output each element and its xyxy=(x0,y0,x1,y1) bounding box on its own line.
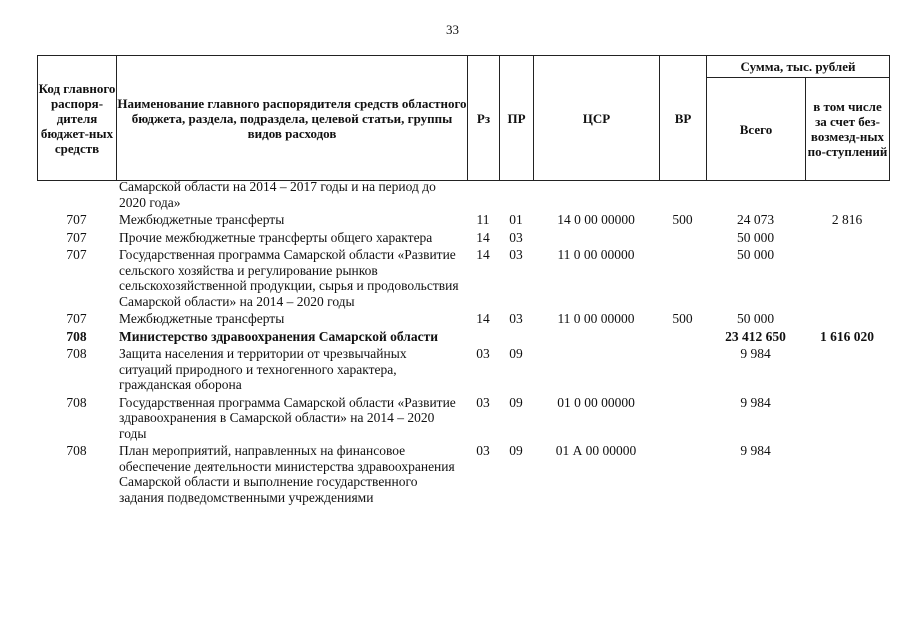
cell-code: 707 xyxy=(66,229,87,245)
cell-csr xyxy=(533,230,659,248)
table-row xyxy=(37,395,889,444)
table-row xyxy=(37,247,889,311)
table-header xyxy=(37,55,890,181)
cell-total: 50 000 xyxy=(736,247,775,262)
cell-code xyxy=(37,179,116,212)
table-row xyxy=(37,329,889,347)
cell-incl: 2 816 xyxy=(831,212,863,227)
cell-code: 707 xyxy=(66,212,87,227)
cell-csr: 14 0 00 00000 xyxy=(557,212,635,227)
cell-pr: 03 xyxy=(509,311,523,326)
cell-rz: 03 xyxy=(476,443,490,458)
header-incl: в том числе за счет без-возмезд-ных по-ступлений xyxy=(806,78,890,181)
cell-rz xyxy=(467,179,499,212)
cell-incl xyxy=(805,247,889,311)
header-code: Код главного распоря-дителя бюджет-ных средств xyxy=(38,56,117,181)
header-sum: Сумма, тыс. рублей xyxy=(707,56,890,78)
cell-code: 707 xyxy=(66,311,87,326)
table-row xyxy=(37,443,889,507)
header-name: Наименование главного распорядителя средств областного бюджета, раздела, подраздела, целевой статьи, группы видов расходов xyxy=(117,56,468,181)
cell-vr xyxy=(659,443,706,507)
cell-rz: 03 xyxy=(476,394,490,410)
cell-csr xyxy=(533,346,659,395)
cell-csr: 11 0 00 00000 xyxy=(557,311,635,326)
cell-code: 707 xyxy=(66,247,87,262)
cell-incl xyxy=(805,395,889,444)
cell-total: 23 412 650 xyxy=(725,328,786,344)
cell-code: 708 xyxy=(66,443,87,458)
cell-vr xyxy=(659,346,706,395)
cell-incl xyxy=(805,346,889,395)
header-pr: ПР xyxy=(500,56,534,181)
cell-rz: 14 xyxy=(476,311,490,326)
cell-name: Самарской области на 2014 – 2017 годы и на период до 2020 года» xyxy=(119,179,436,210)
header-vr: ВР xyxy=(660,56,707,181)
cell-total: 50 000 xyxy=(736,311,775,326)
cell-total: 50 000 xyxy=(736,229,775,245)
cell-total: 9 984 xyxy=(740,394,771,410)
cell-total: 9 984 xyxy=(740,346,771,361)
cell-total xyxy=(706,179,805,212)
page-number: 33 xyxy=(446,22,459,37)
cell-csr: 11 0 00 00000 xyxy=(557,247,635,262)
cell-pr xyxy=(499,329,533,347)
cell-rz: 14 xyxy=(476,229,490,245)
cell-pr: 01 xyxy=(509,212,523,227)
table-body xyxy=(37,179,889,507)
cell-name: Межбюджетные трансферты xyxy=(119,212,285,227)
cell-name: Прочие межбюджетные трансферты общего характера xyxy=(119,229,433,245)
cell-incl xyxy=(805,311,889,329)
cell-total: 24 073 xyxy=(736,212,775,227)
cell-code: 708 xyxy=(66,346,87,361)
cell-code: 708 xyxy=(66,328,87,344)
cell-rz: 14 xyxy=(476,247,490,262)
cell-name: План мероприятий, направленных на финансовое обеспечение деятельности министерства здравоохранения Самарской области и выполнение государственного задания подведомственными учреждениями xyxy=(119,443,455,505)
cell-csr xyxy=(533,329,659,347)
cell-vr: 500 xyxy=(672,311,693,326)
cell-incl xyxy=(805,443,889,507)
table-row xyxy=(37,212,889,230)
cell-vr xyxy=(659,395,706,444)
cell-code: 708 xyxy=(66,394,87,410)
cell-name: Защита населения и территории от чрезвычайных ситуаций природного и техногенного характера, гражданская оборона xyxy=(119,346,407,392)
cell-pr: 09 xyxy=(509,394,523,410)
cell-pr xyxy=(499,179,533,212)
header-total: Всего xyxy=(707,78,806,181)
table-row xyxy=(37,346,889,395)
table-row xyxy=(37,311,889,329)
cell-csr: 01 0 00 00000 xyxy=(557,394,635,410)
cell-pr: 09 xyxy=(509,346,523,361)
cell-pr: 09 xyxy=(509,443,523,458)
cell-incl: 1 616 020 xyxy=(820,328,874,344)
cell-name: Государственная программа Самарской области «Развитие сельского хозяйства и регулирование рынков сельскохозяйственной продукции, сырья и продовольствия Самарской области» на 2014 – 2020 годы xyxy=(119,247,459,309)
cell-vr xyxy=(659,247,706,311)
cell-vr: 500 xyxy=(672,212,693,227)
header-rz: Рз xyxy=(468,56,500,181)
cell-rz: 11 xyxy=(476,212,490,227)
cell-rz xyxy=(467,329,499,347)
cell-name: Министерство здравоохранения Самарской области xyxy=(119,328,439,344)
table-row xyxy=(37,230,889,248)
cell-total: 9 984 xyxy=(740,443,771,458)
cell-vr xyxy=(659,179,706,212)
cell-csr xyxy=(533,179,659,212)
header-csr: ЦСР xyxy=(534,56,660,181)
cell-csr: 01 А 00 00000 xyxy=(555,443,637,458)
cell-vr xyxy=(659,230,706,248)
cell-vr xyxy=(659,329,706,347)
table-row xyxy=(37,179,889,212)
cell-name: Межбюджетные трансферты xyxy=(119,311,285,326)
cell-name: Государственная программа Самарской области «Развитие здравоохранения в Самарской области» на 2014 – 2020 годы xyxy=(119,394,456,441)
cell-rz: 03 xyxy=(476,346,490,361)
cell-pr: 03 xyxy=(509,229,523,245)
cell-incl xyxy=(805,230,889,248)
cell-pr: 03 xyxy=(509,247,523,262)
cell-incl xyxy=(805,179,889,212)
